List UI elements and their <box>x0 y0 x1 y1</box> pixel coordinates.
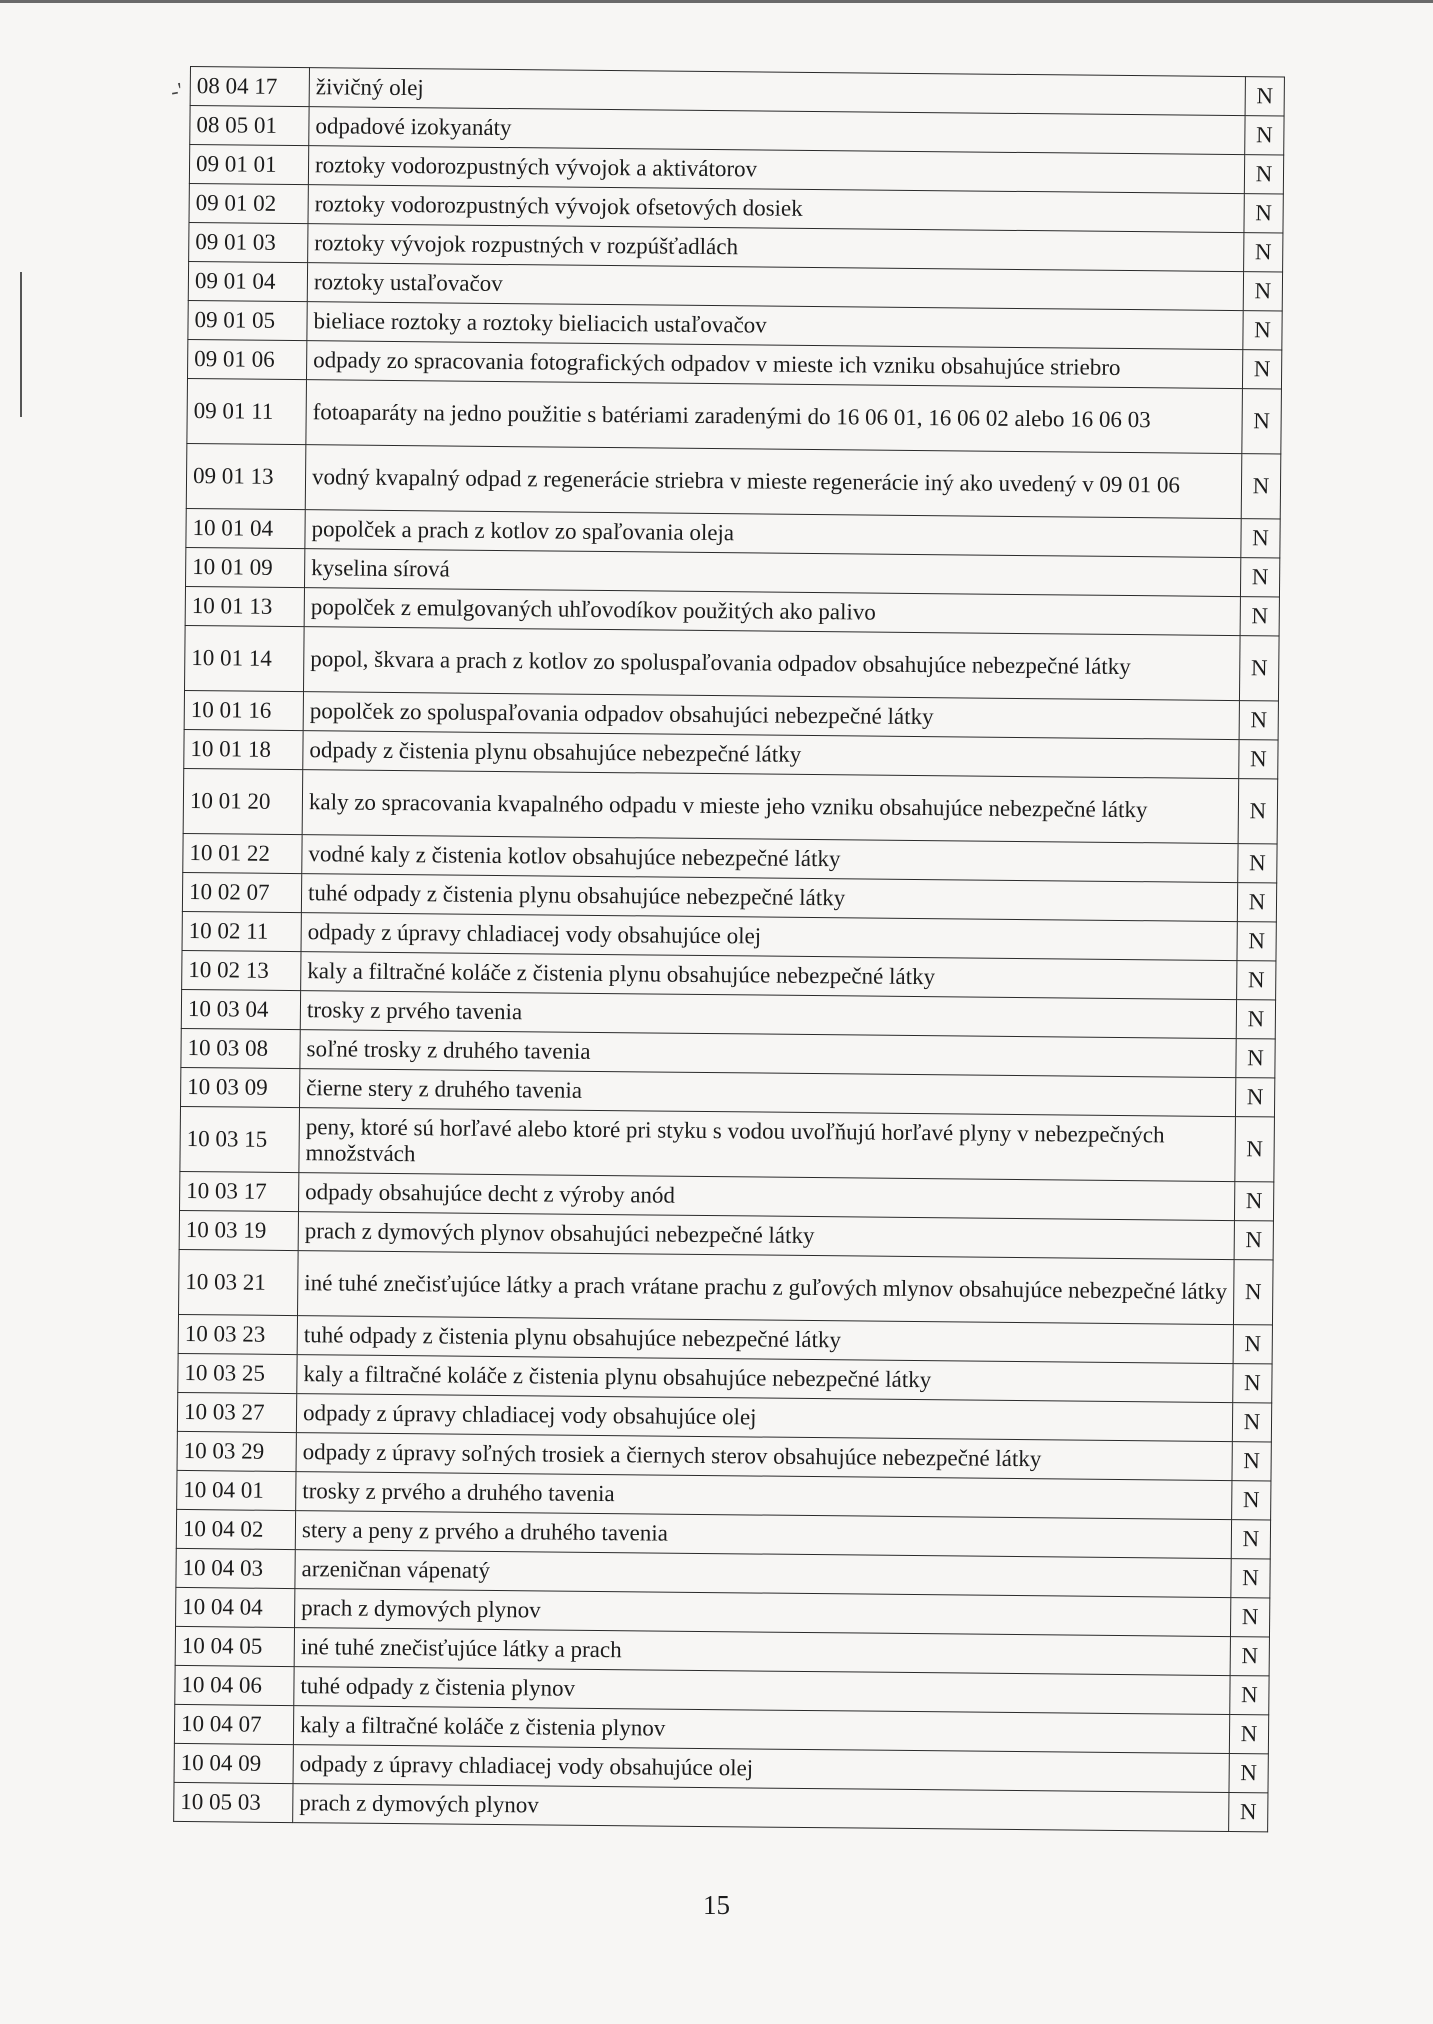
waste-category: N <box>1232 1481 1271 1520</box>
waste-code: 10 03 08 <box>181 1028 300 1068</box>
scan-top-edge <box>0 0 1433 3</box>
waste-code: 09 01 04 <box>188 261 307 301</box>
waste-code: 10 05 03 <box>174 1782 293 1822</box>
waste-category: N <box>1234 1221 1273 1260</box>
waste-code: 09 01 13 <box>186 443 306 509</box>
waste-name: kaly a filtračné koláče z čistenia plynu obsahujúce nebezpečné látky <box>301 952 1237 1000</box>
waste-code: 10 03 04 <box>181 989 300 1029</box>
waste-name: iné tuhé znečisťujúce látky a prach <box>294 1628 1230 1676</box>
waste-category: N <box>1244 155 1283 194</box>
waste-category: N <box>1235 1117 1275 1182</box>
waste-category: N <box>1244 194 1283 233</box>
waste-code: 10 01 13 <box>185 586 304 626</box>
table-row <box>179 1249 1274 1324</box>
waste-code: 10 03 21 <box>179 1249 299 1315</box>
waste-code: 10 04 02 <box>176 1509 295 1549</box>
waste-name: kaly zo spracovania kvapalného odpadu v mieste jeho vzniku obsahujúce nebezpečné látky <box>302 770 1239 844</box>
waste-name: trosky z prvého a druhého tavenia <box>296 1472 1232 1520</box>
waste-name: popolček zo spoluspaľovania odpadov obsahujúci nebezpečné látky <box>303 692 1239 740</box>
waste-code: 10 02 13 <box>182 950 301 990</box>
waste-code: 10 01 16 <box>184 690 303 730</box>
waste-code: 10 02 07 <box>182 872 301 912</box>
waste-code: 10 03 19 <box>179 1210 298 1250</box>
waste-name: iné tuhé znečisťujúce látky a prach vrátane prachu z guľových mlynov obsahujúce nebezpečné látky <box>298 1251 1235 1325</box>
waste-code: 10 04 03 <box>176 1548 295 1588</box>
table-body <box>174 67 1285 1832</box>
waste-name: prach z dymových plynov <box>295 1589 1231 1637</box>
waste-category: N <box>1244 233 1283 272</box>
waste-code: 10 01 09 <box>186 547 305 587</box>
waste-name: tuhé odpady z čistenia plynu obsahujúce nebezpečné látky <box>301 874 1237 922</box>
waste-name: odpady z úpravy soľných trosiek a čiernych sterov obsahujúce nebezpečné látky <box>296 1433 1232 1481</box>
waste-name: tuhé odpady z čistenia plynu obsahujúce nebezpečné látky <box>297 1316 1233 1364</box>
waste-category: N <box>1239 636 1279 701</box>
waste-code: 10 04 01 <box>177 1470 296 1510</box>
waste-name: vodné kaly z čistenia kotlov obsahujúce nebezpečné látky <box>302 835 1238 883</box>
waste-code: 10 04 07 <box>174 1704 293 1744</box>
waste-code: 10 01 22 <box>183 833 302 873</box>
waste-name: arzeničnan vápenatý <box>295 1550 1231 1598</box>
waste-name: živičný olej <box>309 68 1245 116</box>
waste-code: 10 03 15 <box>180 1106 300 1172</box>
corner-tick-mark: -' <box>168 77 185 104</box>
waste-category: N <box>1229 1793 1268 1832</box>
table-row <box>180 1106 1275 1181</box>
waste-category: N <box>1238 844 1277 883</box>
waste-category: N <box>1235 1078 1274 1117</box>
waste-code: 10 04 05 <box>175 1626 294 1666</box>
waste-category: N <box>1241 519 1280 558</box>
waste-name: odpadové izokyanáty <box>309 107 1245 155</box>
waste-category: N <box>1230 1637 1269 1676</box>
waste-name: roztoky vývojok rozpustných v rozpúšťadlách <box>308 224 1244 272</box>
waste-category: N <box>1238 779 1278 844</box>
waste-name: stery a peny z prvého a druhého tavenia <box>295 1511 1231 1559</box>
waste-category: N <box>1232 1403 1271 1442</box>
waste-category: N <box>1243 272 1282 311</box>
waste-category: N <box>1237 922 1276 961</box>
waste-name: odpady obsahujúce decht z výroby anód <box>299 1173 1235 1221</box>
waste-category: N <box>1237 883 1276 922</box>
waste-code: 09 01 01 <box>189 145 308 185</box>
waste-code: 08 05 01 <box>190 106 309 146</box>
waste-code: 09 01 11 <box>187 378 307 444</box>
waste-name: tuhé odpady z čistenia plynov <box>294 1667 1230 1715</box>
table-row <box>183 768 1278 843</box>
waste-category: N <box>1237 961 1276 1000</box>
waste-code: 10 02 11 <box>182 911 301 951</box>
waste-code: 10 01 20 <box>183 768 303 834</box>
waste-category: N <box>1240 558 1279 597</box>
waste-code: 10 04 04 <box>176 1587 295 1627</box>
document-page <box>173 66 1285 1832</box>
waste-category: N <box>1233 1325 1272 1364</box>
waste-code: 10 01 04 <box>186 508 305 548</box>
waste-code: 08 04 17 <box>190 67 309 107</box>
waste-code: 10 04 09 <box>174 1743 293 1783</box>
waste-code: 10 03 27 <box>177 1392 296 1432</box>
page-number: 15 <box>703 1890 730 1920</box>
table-row <box>185 625 1280 700</box>
waste-code: 10 03 17 <box>180 1171 299 1211</box>
waste-code: 09 01 06 <box>188 339 307 379</box>
waste-name: čierne stery z druhého tavenia <box>300 1069 1236 1117</box>
waste-code: 10 01 18 <box>184 729 303 769</box>
waste-name: vodný kvapalný odpad z regenerácie striebra v mieste regenerácie iný ako uvedený v 09 01 06 <box>305 445 1242 519</box>
waste-name: odpady z úpravy chladiacej vody obsahujúce olej <box>293 1745 1229 1793</box>
waste-category: N <box>1229 1715 1268 1754</box>
waste-name: prach z dymových plynov obsahujúci nebezpečné látky <box>298 1212 1234 1260</box>
waste-category: N <box>1239 740 1278 779</box>
waste-name: fotoaparáty na jedno použitie s batériami zaradenými do 16 06 01, 16 06 02 alebo 16 06 03 <box>306 380 1243 454</box>
waste-code: 10 03 23 <box>178 1314 297 1354</box>
waste-name: kyselina sírová <box>304 549 1240 597</box>
waste-code: 10 04 06 <box>175 1665 294 1705</box>
waste-category: N <box>1245 77 1284 116</box>
waste-name: kaly a filtračné koláče z čistenia plynu obsahujúce nebezpečné látky <box>297 1355 1233 1403</box>
waste-name: roztoky vodorozpustných vývojok a aktivátorov <box>308 146 1244 194</box>
waste-code: 09 01 05 <box>188 300 307 340</box>
waste-name: popol, škvara a prach z kotlov zo spoluspaľovania odpadov obsahujúce nebezpečné látky <box>303 627 1240 701</box>
waste-category: N <box>1243 311 1282 350</box>
waste-name: kaly a filtračné koláče z čistenia plynov <box>293 1706 1229 1754</box>
waste-name: odpady z úpravy chladiacej vody obsahujúce olej <box>296 1394 1232 1442</box>
table-row <box>186 443 1281 518</box>
waste-name: popolček z emulgovaných uhľovodíkov použitých ako palivo <box>304 588 1240 636</box>
waste-category: N <box>1233 1260 1273 1325</box>
waste-catalogue-table <box>173 66 1285 1832</box>
waste-category: N <box>1236 1000 1275 1039</box>
waste-code: 09 01 03 <box>189 222 308 262</box>
waste-category: N <box>1240 597 1279 636</box>
waste-name: odpady z úpravy chladiacej vody obsahujúce olej <box>301 913 1237 961</box>
waste-category: N <box>1232 1442 1271 1481</box>
waste-category: N <box>1236 1039 1275 1078</box>
waste-category: N <box>1242 350 1281 389</box>
waste-code: 10 03 29 <box>177 1431 296 1471</box>
waste-name: trosky z prvého tavenia <box>300 991 1236 1039</box>
waste-category: N <box>1242 389 1282 454</box>
waste-category: N <box>1234 1182 1273 1221</box>
waste-name: bieliace roztoky a roztoky bieliacich ustaľovačov <box>307 302 1243 350</box>
waste-category: N <box>1245 116 1284 155</box>
waste-name: soľné trosky z druhého tavenia <box>300 1030 1236 1078</box>
waste-name: roztoky ustaľovačov <box>307 263 1243 311</box>
waste-code: 10 03 09 <box>181 1067 300 1107</box>
waste-name: odpady zo spracovania fotografických odpadov v mieste ich vzniku obsahujúce striebro <box>306 341 1242 389</box>
waste-category: N <box>1231 1559 1270 1598</box>
waste-name: popolček a prach z kotlov zo spaľovania oleja <box>305 510 1241 558</box>
waste-name: odpady z čistenia plynu obsahujúce nebezpečné látky <box>303 731 1239 779</box>
table-row <box>187 378 1282 453</box>
margin-mark <box>20 272 22 417</box>
waste-category: N <box>1230 1598 1269 1637</box>
waste-category: N <box>1241 454 1281 519</box>
waste-category: N <box>1233 1364 1272 1403</box>
waste-category: N <box>1229 1754 1268 1793</box>
waste-code: 10 01 14 <box>185 625 305 691</box>
waste-category: N <box>1231 1520 1270 1559</box>
waste-category: N <box>1230 1676 1269 1715</box>
waste-name: roztoky vodorozpustných vývojok ofsetových dosiek <box>308 185 1244 233</box>
waste-category: N <box>1239 701 1278 740</box>
waste-name: prach z dymových plynov <box>293 1784 1229 1832</box>
waste-code: 10 03 25 <box>178 1353 297 1393</box>
waste-code: 09 01 02 <box>189 183 308 223</box>
waste-name: peny, ktoré sú horľavé alebo ktoré pri styku s vodou uvoľňujú horľavé plyny v nebezpečných množstvách <box>299 1108 1236 1182</box>
